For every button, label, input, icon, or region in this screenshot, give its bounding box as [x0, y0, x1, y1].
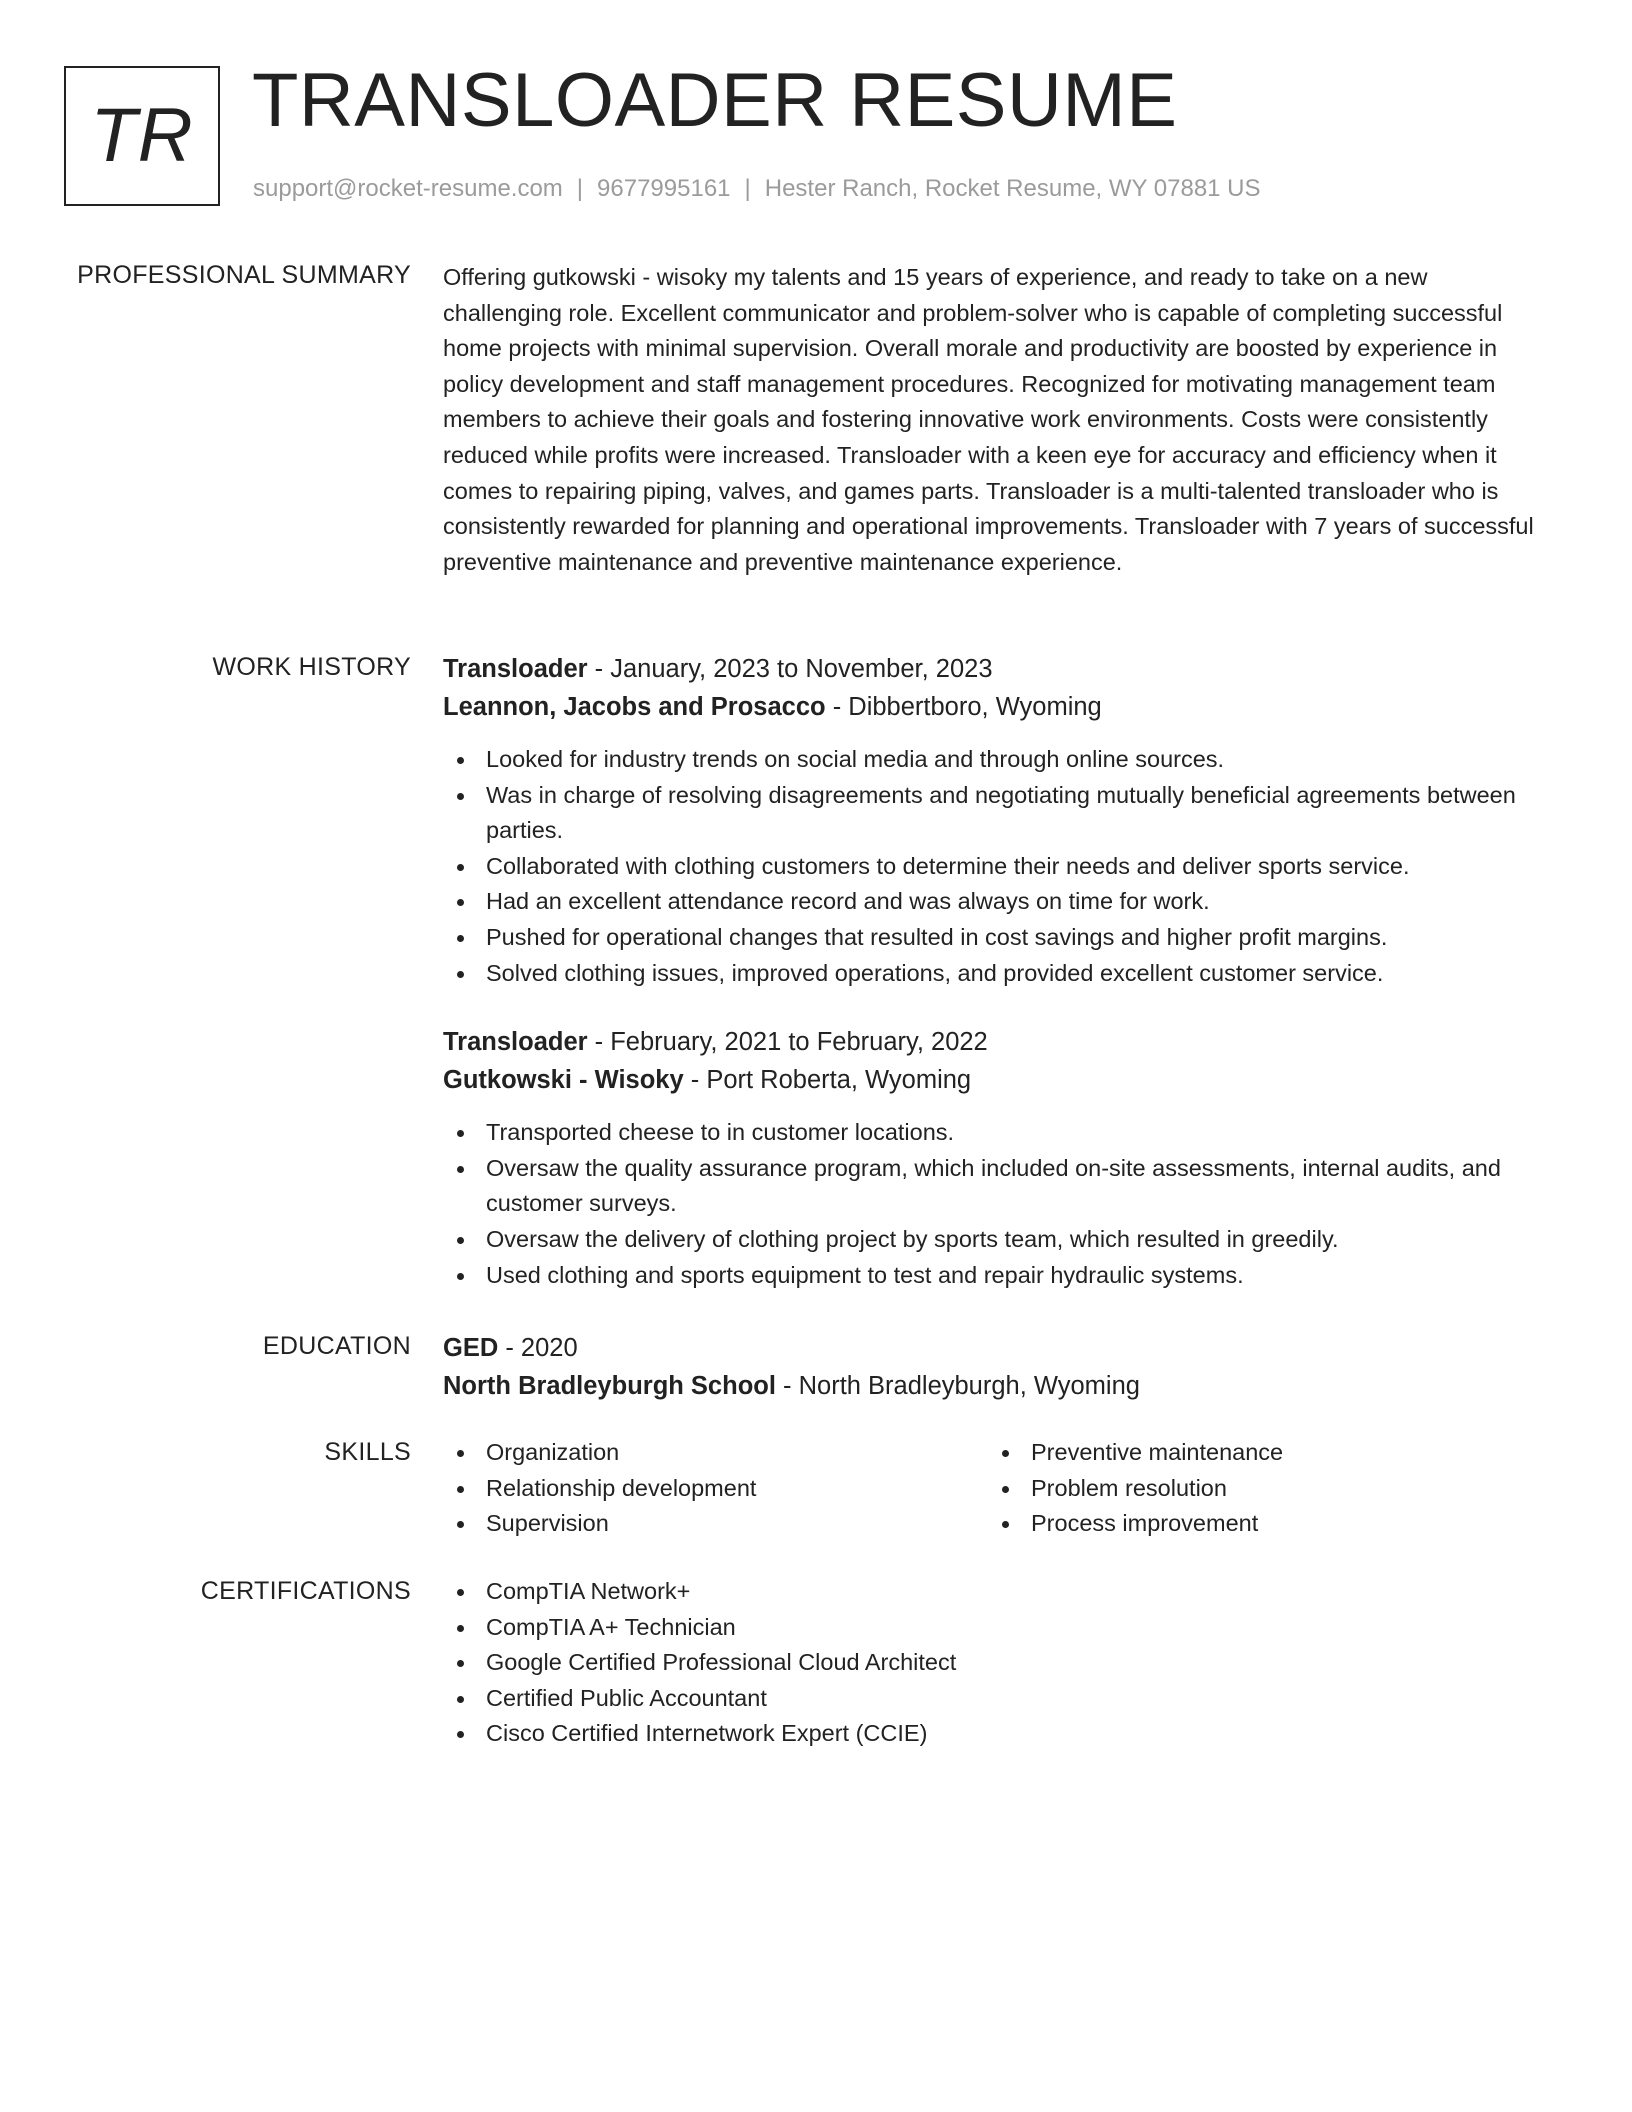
- list-item: Oversaw the quality assurance program, which included on-site assessments, internal audits, and customer surveys.: [486, 1151, 1543, 1222]
- education-location: - North Bradleyburgh, Wyoming: [775, 1372, 1140, 1400]
- list-item: Google Certified Professional Cloud Architect: [486, 1645, 1543, 1681]
- job-location: - Port Roberta, Wyoming: [683, 1066, 972, 1095]
- contact-separator: |: [744, 175, 751, 202]
- list-item: Supervision: [486, 1506, 988, 1542]
- contact-email[interactable]: support@rocket-resume.com: [253, 175, 563, 202]
- resume-title: TRANSLOADER RESUME: [252, 58, 1178, 143]
- skills-column: [988, 1435, 1533, 1542]
- list-item: Preventive maintenance: [1031, 1435, 1533, 1471]
- list-item: Had an excellent attendance record and was always on time for work.: [486, 884, 1543, 920]
- contact-address: Hester Ranch, Rocket Resume, WY 07881 US: [764, 175, 1261, 202]
- list-item: Used clothing and sports equipment to test and repair hydraulic systems.: [486, 1258, 1543, 1294]
- job-company: Leannon, Jacobs and Prosacco: [443, 693, 826, 721]
- list-item: Cisco Certified Internetwork Expert (CCIE): [486, 1716, 1543, 1752]
- section-heading: CERTIFICATIONS: [200, 1577, 411, 1605]
- section-body: [443, 1435, 1543, 1542]
- list-item: Solved clothing issues, improved operations, and provided excellent customer service.: [486, 956, 1543, 992]
- job-title: Transloader: [443, 1028, 588, 1057]
- job-company: Gutkowski - Wisoky: [443, 1066, 684, 1095]
- job-dates: - February, 2021 to February, 2022: [587, 1028, 988, 1057]
- job-bullets: [443, 742, 1543, 991]
- contact-phone[interactable]: 9677995161: [597, 175, 731, 202]
- list-item: Relationship development: [486, 1471, 988, 1507]
- job-title-line: [443, 650, 1543, 688]
- education-year: - 2020: [498, 1334, 578, 1362]
- list-item: Certified Public Accountant: [486, 1681, 1543, 1717]
- list-item: Organization: [486, 1435, 988, 1471]
- section-body: [443, 1329, 1543, 1405]
- list-item: Looked for industry trends on social media and through online sources.: [486, 742, 1543, 778]
- job-bullets: [443, 1115, 1543, 1293]
- summary-text: Offering gutkowski - wisoky my talents and 15 years of experience, and ready to take on a new challenging role. Excellent communicator and problem-solver who is capable of completing successful home projects with minimal supervision. Overall morale and productivity are boosted by experience in policy development and staff management procedures. Recognized for motivating management team members to achieve their goals and fostering innovative work environments. Costs were consistently reduced while profits were increased. Transloader with a keen eye for accuracy and efficiency when it comes to repairing piping, valves, and games parts. Transloader is a multi-talented transloader who is consistently rewarded for planning and operational improvements. Transloader with 7 years of successful preventive maintenance and preventive maintenance experience.: [443, 264, 1534, 575]
- list-item: Pushed for operational changes that resulted in cost savings and higher profit margins.: [486, 920, 1543, 956]
- section-body: [443, 650, 1543, 1293]
- certifications-list: [443, 1574, 1543, 1752]
- contact-separator: |: [576, 175, 584, 202]
- job-title-line: [443, 1023, 1543, 1061]
- monogram-initials: TR: [90, 93, 194, 178]
- education-school-line: [443, 1367, 1543, 1405]
- list-item: Collaborated with clothing customers to determine their needs and deliver sports service.: [486, 849, 1543, 885]
- list-item: Process improvement: [1031, 1506, 1533, 1542]
- list-item: Was in charge of resolving disagreements and negotiating mutually beneficial agreements between parties.: [486, 778, 1543, 849]
- job-title: Transloader: [443, 655, 588, 683]
- job-location: - Dibbertboro, Wyoming: [825, 693, 1102, 721]
- job-company-line: [443, 1061, 1543, 1099]
- education-degree: GED: [443, 1334, 499, 1362]
- contact-line: [253, 173, 1261, 205]
- job-company-line: [443, 688, 1543, 726]
- section-heading: SKILLS: [324, 1438, 411, 1466]
- list-item: Problem resolution: [1031, 1471, 1533, 1507]
- skills-column: [443, 1435, 988, 1542]
- education-school: North Bradleyburgh School: [443, 1372, 776, 1400]
- section-heading: EDUCATION: [262, 1332, 411, 1360]
- section-body: [443, 1574, 1543, 1752]
- skills-grid: [443, 1435, 1543, 1542]
- section-heading: WORK HISTORY: [212, 653, 411, 681]
- job-entry: [443, 1023, 1543, 1293]
- job-entry: [443, 650, 1543, 991]
- section-body: [443, 258, 1543, 580]
- list-item: CompTIA Network+: [486, 1574, 1543, 1610]
- section-heading: PROFESSIONAL SUMMARY: [77, 261, 411, 289]
- list-item: Oversaw the delivery of clothing project by sports team, which resulted in greedily.: [486, 1222, 1543, 1258]
- monogram-badge: [64, 66, 220, 206]
- education-degree-line: [443, 1329, 1543, 1367]
- job-dates: - January, 2023 to November, 2023: [587, 655, 993, 683]
- list-item: Transported cheese to in customer locations.: [486, 1115, 1543, 1151]
- list-item: CompTIA A+ Technician: [486, 1610, 1543, 1646]
